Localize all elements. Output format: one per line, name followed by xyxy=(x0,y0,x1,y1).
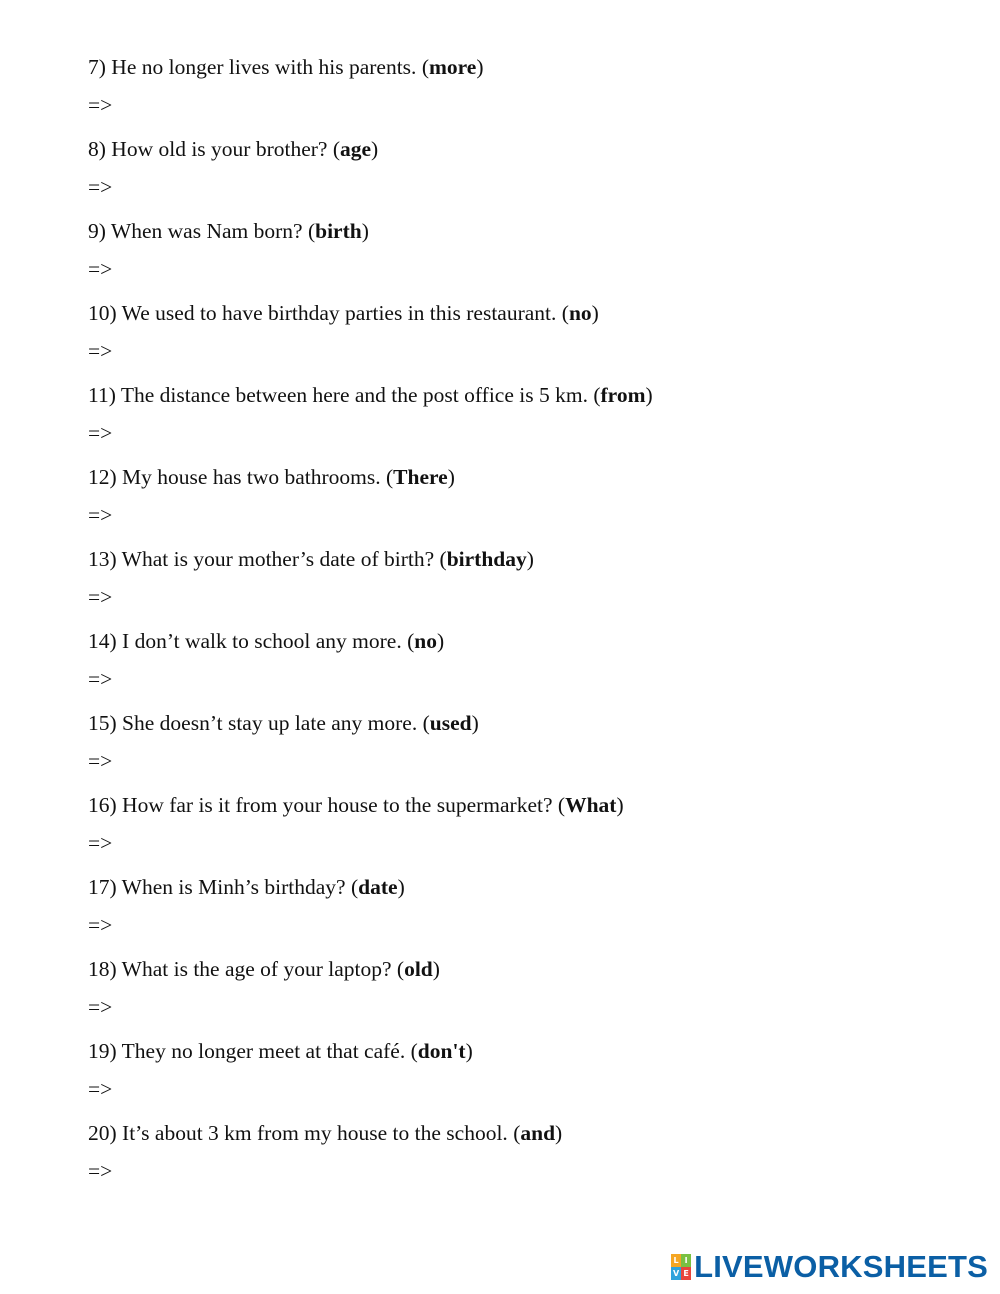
exercise-number: 10) xyxy=(88,301,117,325)
exercise-number: 16) xyxy=(88,793,117,817)
logo-text: LIVEWORKSHEETS xyxy=(694,1249,988,1284)
exercise-number: 18) xyxy=(88,957,117,981)
exercise-sentence: How old is your brother? xyxy=(111,137,328,161)
exercise-keyword: don't xyxy=(417,1039,466,1063)
exercise-number: 19) xyxy=(88,1039,117,1063)
exercise-number: 15) xyxy=(88,711,117,735)
exercise-question: 17) When is Minh’s birthday? (date) xyxy=(88,875,405,899)
exercise-sentence: I don’t walk to school any more. xyxy=(122,629,402,653)
exercise-question: 18) What is the age of your laptop? (old) xyxy=(88,957,440,981)
exercise-question: 19) They no longer meet at that café. (don't) xyxy=(88,1039,473,1063)
exercise-number: 9) xyxy=(88,219,106,243)
exercise-keyword: What xyxy=(565,793,617,817)
exercise-question: 9) When was Nam born? (birth) xyxy=(88,219,369,243)
exercise-sentence: She doesn’t stay up late any more. xyxy=(122,711,418,735)
exercise-question: 16) How far is it from your house to the supermarket? (What) xyxy=(88,793,624,817)
exercise-keyword: There xyxy=(393,465,448,489)
exercise-item xyxy=(88,134,968,216)
answer-line[interactable]: => xyxy=(88,175,113,199)
exercise-list xyxy=(88,52,968,1200)
exercise-item xyxy=(88,708,968,790)
exercise-question: 14) I don’t walk to school any more. (no) xyxy=(88,629,445,653)
exercise-keyword: more xyxy=(428,55,477,79)
exercise-item xyxy=(88,544,968,626)
exercise-number: 17) xyxy=(88,875,117,899)
exercise-item xyxy=(88,626,968,708)
exercise-sentence: We used to have birthday parties in this restaurant. xyxy=(121,301,557,325)
exercise-sentence: What is the age of your laptop? xyxy=(121,957,392,981)
exercise-sentence: The distance between here and the post office is 5 km. xyxy=(120,383,588,407)
exercise-number: 12) xyxy=(88,465,117,489)
exercise-item xyxy=(88,380,968,462)
exercise-sentence: What is your mother’s date of birth? xyxy=(121,547,435,571)
answer-line[interactable]: => xyxy=(88,585,113,609)
exercise-question: 7) He no longer lives with his parents. (more) xyxy=(88,55,484,79)
answer-line[interactable]: => xyxy=(88,421,113,445)
exercise-number: 20) xyxy=(88,1121,117,1145)
exercise-item xyxy=(88,298,968,380)
exercise-keyword: no xyxy=(414,629,437,653)
answer-line[interactable]: => xyxy=(88,831,113,855)
logo-mark-letter: E xyxy=(681,1267,691,1280)
exercise-question: 20) It’s about 3 km from my house to the school. (and) xyxy=(88,1121,563,1145)
exercise-item xyxy=(88,790,968,872)
exercise-number: 7) xyxy=(88,55,106,79)
exercise-keyword: and xyxy=(520,1121,556,1145)
exercise-sentence: He no longer lives with his parents. xyxy=(111,55,417,79)
exercise-question: 15) She doesn’t stay up late any more. (used) xyxy=(88,711,479,735)
exercise-question: 11) The distance between here and the post office is 5 km. (from) xyxy=(88,383,653,407)
answer-line[interactable]: => xyxy=(88,1077,113,1101)
exercise-item xyxy=(88,462,968,544)
exercise-sentence: When is Minh’s birthday? xyxy=(121,875,346,899)
answer-line[interactable]: => xyxy=(88,913,113,937)
answer-line[interactable]: => xyxy=(88,749,113,773)
exercise-keyword: birth xyxy=(315,219,362,243)
answer-line[interactable]: => xyxy=(88,1159,113,1183)
exercise-item xyxy=(88,216,968,298)
answer-line[interactable]: => xyxy=(88,667,113,691)
exercise-item xyxy=(88,1118,968,1200)
exercise-keyword: no xyxy=(568,301,592,325)
exercise-item xyxy=(88,1036,968,1118)
exercise-sentence: My house has two bathrooms. xyxy=(122,465,386,489)
logo-mark-letter: L xyxy=(671,1254,681,1267)
answer-line[interactable]: => xyxy=(88,339,113,363)
exercise-number: 14) xyxy=(88,629,117,653)
exercise-number: 13) xyxy=(88,547,117,571)
exercise-question: 13) What is your mother’s date of birth? (birthday) xyxy=(88,547,534,571)
exercise-keyword: birthday xyxy=(446,547,527,571)
exercise-keyword: age xyxy=(340,137,372,161)
exercise-sentence: When was Nam born? xyxy=(110,219,303,243)
exercise-keyword: from xyxy=(600,383,646,407)
logo-mark-letter: V xyxy=(673,1269,680,1278)
liveworksheets-logo xyxy=(671,1250,988,1284)
exercise-number: 8) xyxy=(88,137,106,161)
liveworksheets-logo-icon xyxy=(671,1254,691,1280)
exercise-question: 12) My house has two bathrooms. (There) xyxy=(88,465,455,489)
exercise-item xyxy=(88,52,968,134)
logo-mark-letter: I xyxy=(681,1254,691,1267)
answer-line[interactable]: => xyxy=(88,503,113,527)
exercise-sentence: It’s about 3 km from my house to the school. xyxy=(122,1121,508,1145)
exercise-sentence: How far is it from your house to the supermarket? xyxy=(122,793,553,817)
exercise-keyword: used xyxy=(429,711,472,735)
exercise-keyword: old xyxy=(404,957,433,981)
answer-line[interactable]: => xyxy=(88,995,113,1019)
answer-line[interactable]: => xyxy=(88,257,113,281)
exercise-keyword: date xyxy=(358,875,398,899)
exercise-item xyxy=(88,954,968,1036)
exercise-question: 8) How old is your brother? (age) xyxy=(88,137,379,161)
exercise-question: 10) We used to have birthday parties in this restaurant. (no) xyxy=(88,301,599,325)
exercise-number: 11) xyxy=(88,383,116,407)
exercise-item xyxy=(88,872,968,954)
answer-line[interactable]: => xyxy=(88,93,113,117)
exercise-sentence: They no longer meet at that café. xyxy=(121,1039,406,1063)
